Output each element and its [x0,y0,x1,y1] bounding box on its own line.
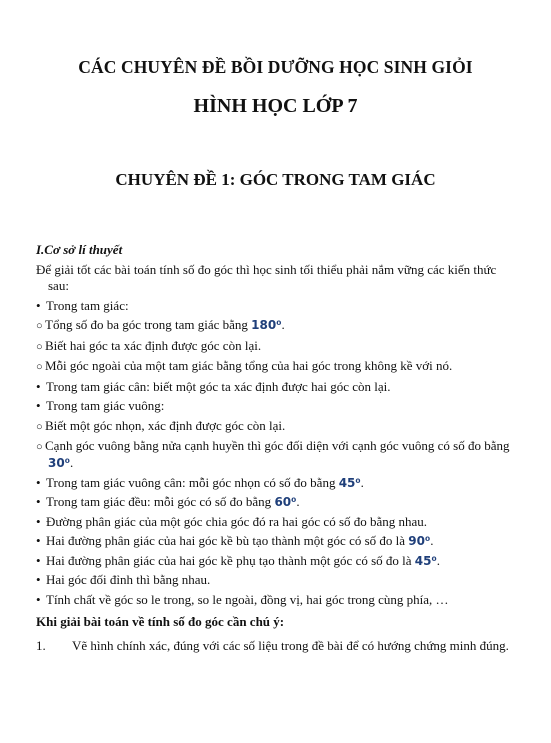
angle-value: 30⁰ [48,456,70,470]
intro-paragraph [36,262,518,294]
note-heading: Khi giải bài toán về tính số đo góc cần chú ý: [36,613,285,629]
list-item-text: Hai đường phân giác của hai góc kề bù tạo thành một góc có số đo là [46,533,409,548]
list-item [36,379,518,395]
numbered-step [36,638,518,654]
list-item-text: Trong tam giác vuông cân: mỗi góc nhọn có số đo bằng [46,474,339,490]
list-item [36,514,518,530]
angle-value: 45⁰ [338,475,361,490]
step-list [36,638,518,654]
step-text: Vẽ hình chính xác, đúng với các số liệu trong đề bài để có hướng chứng minh đúng. [72,637,509,653]
list-item [36,494,518,510]
section-heading: I.Cơ sở lí thuyết [36,242,123,257]
list-item-text: Tổng số đo ba góc trong tam giác bằng [45,317,252,332]
bullet-marker: • [36,378,41,394]
document-title-line2: HÌNH HỌC LỚP 7 [193,95,358,117]
list-item [36,553,518,569]
list-item [36,338,518,355]
list-item-punctuation: . [360,474,364,490]
list-item-text: Tính chất về góc so le trong, so le ngoài, đồng vị, hai góc trong cùng phía, … [46,591,449,607]
bullet-marker: • [36,297,41,313]
bullet-marker: • [36,572,41,587]
document-body [36,242,518,654]
bullet-marker: • [36,494,41,509]
circle-marker: ○ [36,420,43,433]
circle-marker: ○ [36,340,43,353]
list-item [36,533,518,549]
list-item-text: Trong tam giác: [46,297,129,313]
list-item-punctuation: . [281,317,285,332]
chapter-heading: CHUYÊN ĐỀ 1: GÓC TRONG TAM GIÁC [115,170,436,189]
list-item [36,438,518,471]
list-item-text: Trong tam giác đều: mỗi góc có số đo bằng [46,494,275,509]
bullet-marker: • [36,474,41,490]
list-item [36,317,518,334]
bullet-marker: • [36,533,41,548]
list-item-text: Hai góc đối đỉnh thì bằng nhau. [46,572,211,587]
intro-text: Để giải tốt các bài toán tính số đo góc thì học sinh tối thiểu phải nắm vững các kiến thức sau: [36,262,497,293]
angle-value: 45⁰ [414,553,437,568]
list-item-text: Trong tam giác vuông: [46,398,165,413]
list-item [36,358,518,375]
bullet-marker: • [36,398,41,413]
list-item [36,418,518,435]
angle-value: 180⁰ [251,318,282,332]
angle-value: 60⁰ [274,495,297,509]
circle-marker: ○ [36,361,43,373]
list-item-text: Biết một góc nhọn, xác định được góc còn lại. [45,417,286,433]
angle-value: 90⁰ [408,534,431,548]
document-title-line1: CÁC CHUYÊN ĐỀ BỒI DƯỠNG HỌC SINH GIỎI [78,57,473,77]
list-item [36,475,518,491]
list-item [36,398,518,414]
list-item-punctuation: . [436,552,441,568]
list-item-punctuation: . [296,494,300,509]
bullet-marker: • [36,513,41,529]
knowledge-list [36,298,518,608]
circle-marker: ○ [36,320,43,332]
circle-marker: ○ [36,441,43,453]
step-number: 1. [36,637,46,653]
list-item [36,298,518,314]
list-item-text: Cạnh góc vuông bằng nửa cạnh huyền thì góc đối diện với cạnh góc vuông có số đo bằng [45,438,510,453]
list-item [36,592,518,608]
bullet-marker: • [36,552,41,568]
list-item-text: Hai đường phân giác của hai góc kề phụ tạo thành một góc có số đo là [46,552,415,568]
list-item-punctuation: . [430,533,434,548]
bullet-marker: • [36,591,41,607]
list-item-text: Biết hai góc ta xác định được góc còn lại. [45,337,262,353]
list-item-text: Mỗi góc ngoài của một tam giác bằng tổng của hai góc trong không kề với nó. [45,358,453,373]
list-item-punctuation: . [69,455,74,470]
list-item-text: Đường phân giác của một góc chia góc đó ra hai góc có số đo bằng nhau. [46,513,428,529]
list-item-text: Trong tam giác cân: biết một góc ta xác định được hai góc còn lại. [46,378,391,394]
list-item [36,572,518,588]
